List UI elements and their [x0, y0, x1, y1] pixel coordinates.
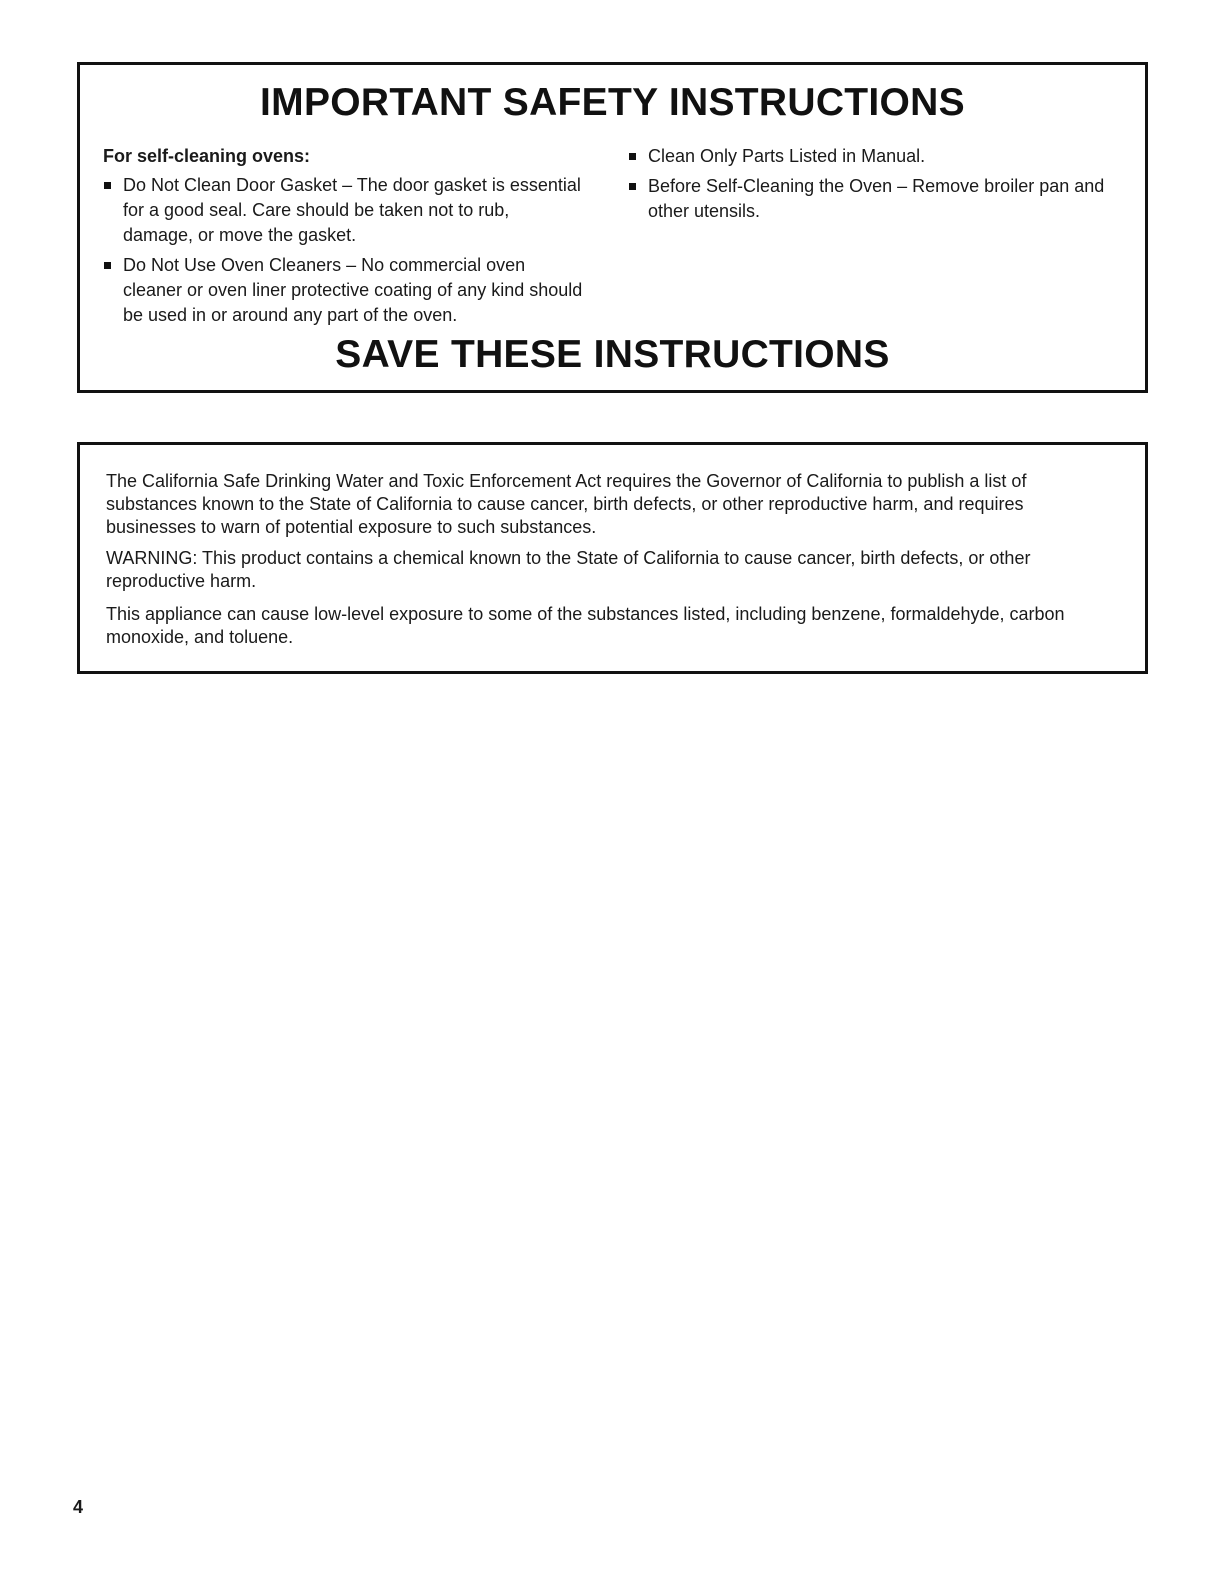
- left-column: [103, 144, 583, 333]
- bullet-text: Before Self-Cleaning the Oven – Remove broiler pan and other utensils.: [648, 176, 1105, 221]
- bullet-text: Clean Only Parts Listed in Manual.: [648, 146, 926, 166]
- list-item: [103, 173, 583, 248]
- bullet-text: Do Not Use Oven Cleaners – No commercial oven cleaner or oven liner protective coating of any kind should be used in or around any part of the oven.: [123, 255, 583, 325]
- self-cleaning-subheading: For self-cleaning ovens:: [103, 146, 311, 166]
- right-bullet-list: [628, 144, 1128, 224]
- square-bullet-icon: [629, 153, 636, 160]
- prop65-warning-paragraph: WARNING: This product contains a chemical known to the State of California to cause cancer, birth defects, or other reproductive harm.: [106, 548, 1031, 591]
- left-bullet-list: [103, 173, 583, 328]
- safety-heading: IMPORTANT SAFETY INSTRUCTIONS: [260, 81, 965, 124]
- save-instructions-heading: SAVE THESE INSTRUCTIONS: [335, 333, 890, 376]
- page-number: 4: [73, 1497, 84, 1517]
- prop65-notice-box: [77, 442, 1148, 674]
- safety-instructions-box: [77, 62, 1148, 393]
- list-item: [103, 253, 583, 328]
- list-item: [628, 144, 1128, 169]
- right-column: [628, 144, 1128, 229]
- bullet-text: Do Not Clean Door Gasket – The door gasket is essential for a good seal. Care should be taken not to rub, damage, or move the gasket.: [123, 175, 581, 245]
- list-item: [628, 174, 1128, 224]
- prop65-paragraph: The California Safe Drinking Water and Toxic Enforcement Act requires the Governor of California to publish a list of substances known to the State of California to cause cancer, birth defects, or other reproductive harm, and requires businesses to warn of potential exposure to such substances.: [106, 471, 1027, 537]
- square-bullet-icon: [104, 262, 111, 269]
- square-bullet-icon: [104, 182, 111, 189]
- prop65-exposure-paragraph: This appliance can cause low-level exposure to some of the substances listed, including benzene, formaldehyde, carbon monoxide, and toluene.: [106, 604, 1065, 647]
- square-bullet-icon: [629, 183, 636, 190]
